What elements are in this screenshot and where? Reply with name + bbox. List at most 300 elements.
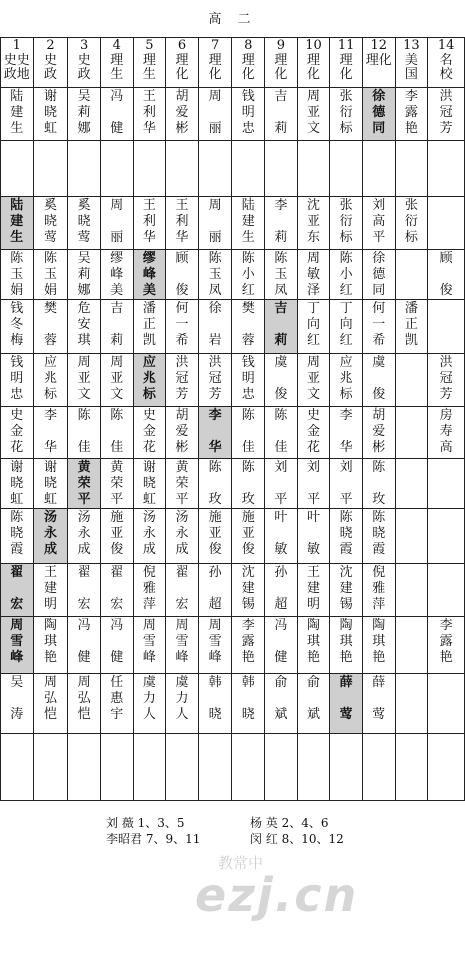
table-cell: [362, 674, 395, 734]
table-cell: [133, 509, 166, 564]
teacher-name: 谢 晓 虹: [142, 460, 156, 507]
teacher-name: 吴 莉 娜: [77, 89, 91, 136]
table-cell: [1, 459, 34, 509]
teacher-name: 徐 德 同: [372, 251, 386, 298]
teacher-name: 顾 俊: [439, 251, 453, 298]
teacher-name: 房 寿 高: [439, 408, 453, 455]
teacher-name: 周 丽: [208, 198, 222, 245]
teacher-name: [428, 734, 464, 735]
column-header: [166, 38, 199, 88]
table-cell: [362, 407, 395, 459]
table-cell: [198, 459, 232, 509]
table-cell: [198, 674, 232, 734]
column-subject: 理 化: [175, 53, 189, 82]
teacher-name: 翟 宏: [77, 565, 91, 612]
table-cell: [265, 734, 298, 801]
page-title: 高 二: [208, 12, 257, 27]
table-cell: [428, 197, 465, 250]
table-cell: [33, 564, 68, 617]
table-row: [1, 459, 465, 509]
teacher-name: 陈 佳: [274, 408, 288, 455]
table-cell: [198, 564, 232, 617]
table-cell: [33, 250, 68, 300]
table-cell: [68, 250, 101, 300]
table-cell: [133, 354, 166, 407]
table-cell: [265, 564, 298, 617]
teacher-name: 叶 敏: [306, 510, 320, 557]
table-cell: [198, 197, 232, 250]
table-cell: [265, 354, 298, 407]
teacher-name: [428, 564, 464, 565]
teacher-name: [232, 141, 264, 142]
table-cell: [232, 407, 265, 459]
teacher-name: [396, 674, 428, 675]
teacher-name: 陈 玉 凤: [274, 251, 288, 298]
table-cell: [33, 407, 68, 459]
column-subject: 名 校: [439, 53, 453, 82]
table-cell: [33, 197, 68, 250]
teacher-name: [101, 141, 133, 142]
table-cell: [1, 509, 34, 564]
table-cell: [68, 141, 101, 197]
table-cell: [1, 617, 34, 674]
table-cell: [232, 197, 265, 250]
teacher-name: 李 华: [208, 408, 222, 455]
teacher-name: 陈 佳: [77, 408, 91, 455]
teacher-name: [265, 141, 297, 142]
table-cell: [362, 300, 395, 354]
table-row: [1, 141, 465, 197]
teacher-name: 王 利 华: [175, 198, 189, 245]
teacher-name: 丁 向 红: [339, 301, 353, 348]
teacher-name: 洪 冠 芳: [439, 355, 453, 402]
teacher-name: [166, 734, 198, 735]
teacher-name: 虞 俊: [372, 355, 386, 402]
teacher-name: 冯 健: [77, 618, 91, 665]
column-number: 5: [145, 38, 154, 53]
teacher-name: 汤 永 成: [142, 510, 156, 557]
table-cell: [362, 197, 395, 250]
table-cell: [265, 300, 298, 354]
column-subject: 理 化: [306, 53, 320, 82]
table-cell: [297, 141, 330, 197]
column-header: [68, 38, 101, 88]
table-row: [1, 564, 465, 617]
teacher-name: 周 亚 文: [77, 355, 91, 402]
teacher-name: [232, 734, 264, 735]
teacher-name: 丁 向 红: [306, 301, 320, 348]
teacher-name: 薛 莺: [372, 675, 386, 722]
teacher-name: 俞 斌: [306, 675, 320, 722]
column-number: 7: [210, 38, 220, 53]
teacher-name: 潘 正 凯: [142, 301, 156, 348]
table-cell: [265, 617, 298, 674]
teacher-name: 周 雪 峰: [10, 618, 24, 665]
teacher-name: 钱 明 忠: [241, 89, 255, 136]
table-cell: [166, 197, 199, 250]
table-cell: [198, 300, 232, 354]
table-cell: [166, 617, 199, 674]
column-header: [362, 38, 395, 88]
table-cell: [33, 300, 68, 354]
teacher-name: 俞 斌: [274, 675, 288, 722]
table-cell: [330, 197, 363, 250]
column-header: [297, 38, 330, 88]
teacher-name: 沈 亚 东: [306, 198, 320, 245]
teacher-name: 吴 涛: [10, 675, 24, 722]
table-cell: [1, 300, 34, 354]
table-cell: [68, 564, 101, 617]
table-cell: [265, 674, 298, 734]
table-cell: [232, 141, 265, 197]
column-header: [133, 38, 166, 88]
table-cell: [133, 407, 166, 459]
table-cell: [68, 197, 101, 250]
teacher-name: 陶 琪 艳: [306, 618, 320, 665]
table-cell: [395, 88, 428, 141]
table-cell: [166, 509, 199, 564]
teacher-name: 应 兆 标: [142, 355, 156, 402]
teacher-name: [428, 141, 464, 142]
table-cell: [428, 88, 465, 141]
teacher-name: 陈 玫: [241, 460, 255, 507]
teacher-name: 虞 力 人: [175, 675, 189, 722]
teacher-name: 钱 明 忠: [241, 355, 255, 402]
table-cell: [330, 509, 363, 564]
teacher-name: [34, 734, 68, 735]
table-cell: [232, 459, 265, 509]
table-cell: [428, 300, 465, 354]
table-cell: [232, 509, 265, 564]
table-cell: [362, 734, 395, 801]
teacher-name: [199, 734, 232, 735]
table-cell: [297, 459, 330, 509]
column-header: [395, 38, 428, 88]
teacher-name: 吉 莉: [110, 301, 124, 348]
table-cell: [362, 88, 395, 141]
table-cell: [133, 459, 166, 509]
teacher-name: 李 莉: [274, 198, 288, 245]
table-cell: [362, 509, 395, 564]
table-cell: [100, 300, 133, 354]
footer-line1-left: 刘 薇 1、3、5: [106, 816, 185, 830]
column-number: 2: [46, 38, 55, 53]
teacher-name: 徐 岩: [208, 301, 222, 348]
column-header: [265, 38, 298, 88]
teacher-name: [396, 354, 428, 355]
teacher-name: 周 雪 峰: [175, 618, 189, 665]
table-cell: [265, 88, 298, 141]
table-cell: [362, 564, 395, 617]
footer-line2-right: 闵 红 8、10、12: [250, 832, 344, 846]
teacher-name: 李 露 艳: [439, 618, 453, 665]
table-cell: [133, 734, 166, 801]
teacher-name: 奚 晓 莺: [77, 198, 91, 245]
table-cell: [232, 354, 265, 407]
column-subject: 理 生: [110, 53, 124, 82]
table-cell: [1, 407, 34, 459]
teacher-name: 刘 高 平: [372, 198, 386, 245]
table-cell: [395, 509, 428, 564]
table-cell: [232, 564, 265, 617]
table-cell: [33, 674, 68, 734]
table-cell: [33, 88, 68, 141]
table-cell: [1, 564, 34, 617]
table-cell: [232, 674, 265, 734]
table-cell: [428, 617, 465, 674]
teacher-name: 周 敏 泽: [306, 251, 320, 298]
teacher-name: 王 建 明: [43, 565, 57, 612]
teacher-name: [134, 734, 166, 735]
teacher-name: 陈 玫: [208, 460, 222, 507]
table-cell: [1, 141, 34, 197]
teacher-name: 薛 莺: [339, 675, 353, 722]
teacher-name: [396, 141, 428, 142]
teacher-name: 陈 小 红: [241, 251, 255, 298]
column-subject: 理 化: [274, 53, 288, 82]
table-cell: [166, 734, 199, 801]
table-row: [1, 674, 465, 734]
table-cell: [330, 354, 363, 407]
column-number: 3: [79, 38, 89, 53]
teacher-name: 施 亚 俊: [241, 510, 255, 557]
table-cell: [166, 674, 199, 734]
table-cell: [232, 300, 265, 354]
table-row: [1, 88, 465, 141]
teacher-name: 谢 晓 虹: [10, 460, 24, 507]
teacher-name: 危 安 琪: [77, 301, 91, 348]
table-cell: [100, 674, 133, 734]
teacher-name: 洪 冠 芳: [208, 355, 222, 402]
table-cell: [232, 88, 265, 141]
table-cell: [330, 141, 363, 197]
column-subject: 理 化: [208, 53, 222, 82]
teacher-name: 应 兆 标: [339, 355, 353, 402]
column-number: 13: [403, 38, 420, 53]
table-cell: [133, 564, 166, 617]
table-cell: [166, 250, 199, 300]
table-cell: [428, 734, 465, 801]
table-cell: [133, 674, 166, 734]
teacher-name: 陶 琪 艳: [372, 618, 386, 665]
teacher-name: 翟 宏: [175, 565, 189, 612]
column-number: 4: [112, 38, 121, 53]
teacher-name: [199, 141, 232, 142]
table-cell: [68, 300, 101, 354]
teacher-name: 缪 峰 美: [142, 251, 156, 298]
teacher-name: 陈 晓 霞: [372, 510, 386, 557]
teacher-name: 洪 冠 芳: [439, 89, 453, 136]
column-subject: 理 生: [142, 53, 156, 82]
table-cell: [198, 88, 232, 141]
table-cell: [68, 509, 101, 564]
teacher-name: 李 华: [43, 408, 57, 455]
teacher-name: [134, 141, 166, 142]
table-cell: [297, 197, 330, 250]
teacher-name: [68, 141, 100, 142]
column-number: 9: [276, 38, 286, 53]
teacher-name: 钱 冬 梅: [10, 301, 24, 348]
column-header: [232, 38, 265, 88]
teacher-name: 黄 荣 平: [77, 460, 91, 507]
table-cell: [198, 250, 232, 300]
teacher-name: 胡 爱 彬: [175, 89, 189, 136]
teacher-name: 胡 爱 彬: [372, 408, 386, 455]
teacher-name: [166, 141, 198, 142]
teacher-name: [396, 734, 428, 735]
teacher-name: 周 弘 恺: [43, 675, 57, 722]
table-cell: [232, 734, 265, 801]
table-cell: [100, 407, 133, 459]
teacher-name: 樊 蓉: [241, 301, 255, 348]
table-cell: [428, 250, 465, 300]
footer-line1-right: 杨 英 2、4、6: [250, 816, 329, 830]
table-cell: [362, 459, 395, 509]
timetable-grid: [0, 37, 465, 801]
table-cell: [33, 734, 68, 801]
table-cell: [395, 141, 428, 197]
teacher-name: [428, 459, 464, 460]
column-subject: 史 政: [43, 53, 57, 82]
table-cell: [33, 459, 68, 509]
teacher-name: [34, 141, 68, 142]
table-cell: [330, 250, 363, 300]
watermark-small-text: 教常中: [218, 854, 264, 872]
table-cell: [362, 354, 395, 407]
table-cell: [232, 617, 265, 674]
teacher-name: 汤 永 成: [43, 510, 57, 557]
column-subject: 理化: [365, 53, 392, 68]
teacher-name: 樊 蓉: [43, 301, 57, 348]
teacher-name: 施 亚 俊: [110, 510, 124, 557]
teacher-name: [298, 734, 330, 735]
teacher-name: 王 利 华: [142, 198, 156, 245]
table-cell: [100, 734, 133, 801]
teacher-name: 周 亚 文: [306, 89, 320, 136]
teacher-name: 虞 俊: [274, 355, 288, 402]
table-cell: [297, 564, 330, 617]
teacher-name: 任 惠 宇: [110, 675, 124, 722]
teacher-name: 史 金 花: [142, 408, 156, 455]
table-cell: [297, 674, 330, 734]
teacher-name: 陆 建 生: [10, 198, 24, 245]
column-number: 6: [177, 38, 187, 53]
teacher-name: 应 兆 标: [43, 355, 57, 402]
teacher-name: 叶 敏: [274, 510, 288, 557]
teacher-name: [396, 509, 428, 510]
table-cell: [362, 250, 395, 300]
table-cell: [100, 617, 133, 674]
table-cell: [68, 88, 101, 141]
column-number: 11: [337, 38, 355, 53]
table-cell: [428, 141, 465, 197]
teacher-name: 汤 永 成: [175, 510, 189, 557]
table-cell: [1, 88, 34, 141]
table-cell: [68, 407, 101, 459]
column-header: [330, 38, 363, 88]
teacher-name: 周 亚 文: [306, 355, 320, 402]
table-cell: [166, 407, 199, 459]
table-cell: [395, 407, 428, 459]
table-cell: [100, 197, 133, 250]
teacher-name: [428, 197, 464, 198]
table-cell: [33, 141, 68, 197]
table-cell: [265, 407, 298, 459]
table-cell: [428, 459, 465, 509]
table-cell: [198, 734, 232, 801]
teacher-name: 冯 健: [110, 89, 124, 136]
table-cell: [395, 354, 428, 407]
teacher-name: [428, 674, 464, 675]
teacher-name: 周 丽: [110, 198, 124, 245]
column-subject: 美 国: [404, 53, 418, 82]
teacher-name: 刘 平: [339, 460, 353, 507]
teacher-name: 翟 宏: [10, 565, 24, 612]
teacher-name: 陈 佳: [241, 408, 255, 455]
teacher-name: [330, 734, 362, 735]
teacher-name: 施 亚 俊: [208, 510, 222, 557]
column-number: 8: [244, 38, 253, 53]
table-cell: [166, 459, 199, 509]
teacher-name: [396, 617, 428, 618]
watermark-domain-text: ezj.cn: [195, 868, 359, 922]
teacher-name: 吉 莉: [274, 89, 288, 136]
teacher-name: 陈 晓 霞: [339, 510, 353, 557]
column-subject: 史史 政地: [3, 53, 30, 82]
teacher-name: [396, 564, 428, 565]
teacher-name: 陈 小 红: [339, 251, 353, 298]
column-header: [1, 38, 34, 88]
table-cell: [100, 509, 133, 564]
teacher-name: 谢 晓 虹: [43, 460, 57, 507]
table-cell: [428, 509, 465, 564]
column-header: [428, 38, 465, 88]
teacher-name: 谢 晓 虹: [43, 89, 57, 136]
table-cell: [133, 141, 166, 197]
table-cell: [68, 459, 101, 509]
column-number: 14: [437, 38, 455, 53]
table-cell: [198, 354, 232, 407]
column-number: 1: [12, 38, 21, 53]
table-cell: [133, 88, 166, 141]
teacher-name: 缪 峰 美: [110, 251, 124, 298]
teacher-name: [68, 734, 100, 735]
table-cell: [395, 734, 428, 801]
table-row: [1, 250, 465, 300]
table-cell: [395, 564, 428, 617]
table-cell: [297, 354, 330, 407]
table-cell: [265, 509, 298, 564]
teacher-name: 陈 佳: [110, 408, 124, 455]
teacher-name: 吴 莉 娜: [77, 251, 91, 298]
teacher-name: 沈 建 锡: [339, 565, 353, 612]
teacher-name: 周 雪 峰: [142, 618, 156, 665]
table-cell: [362, 617, 395, 674]
header-row: [1, 38, 465, 88]
teacher-name: [1, 141, 33, 142]
table-cell: [166, 564, 199, 617]
table-cell: [68, 734, 101, 801]
table-row: [1, 197, 465, 250]
table-cell: [330, 734, 363, 801]
table-cell: [297, 407, 330, 459]
column-subject: 理 化: [339, 53, 353, 82]
teacher-name: 徐 德 同: [372, 89, 386, 136]
teacher-name: 何 一 希: [175, 301, 189, 348]
teacher-name: 韩 晓: [208, 675, 222, 722]
table-cell: [100, 250, 133, 300]
table-cell: [428, 674, 465, 734]
